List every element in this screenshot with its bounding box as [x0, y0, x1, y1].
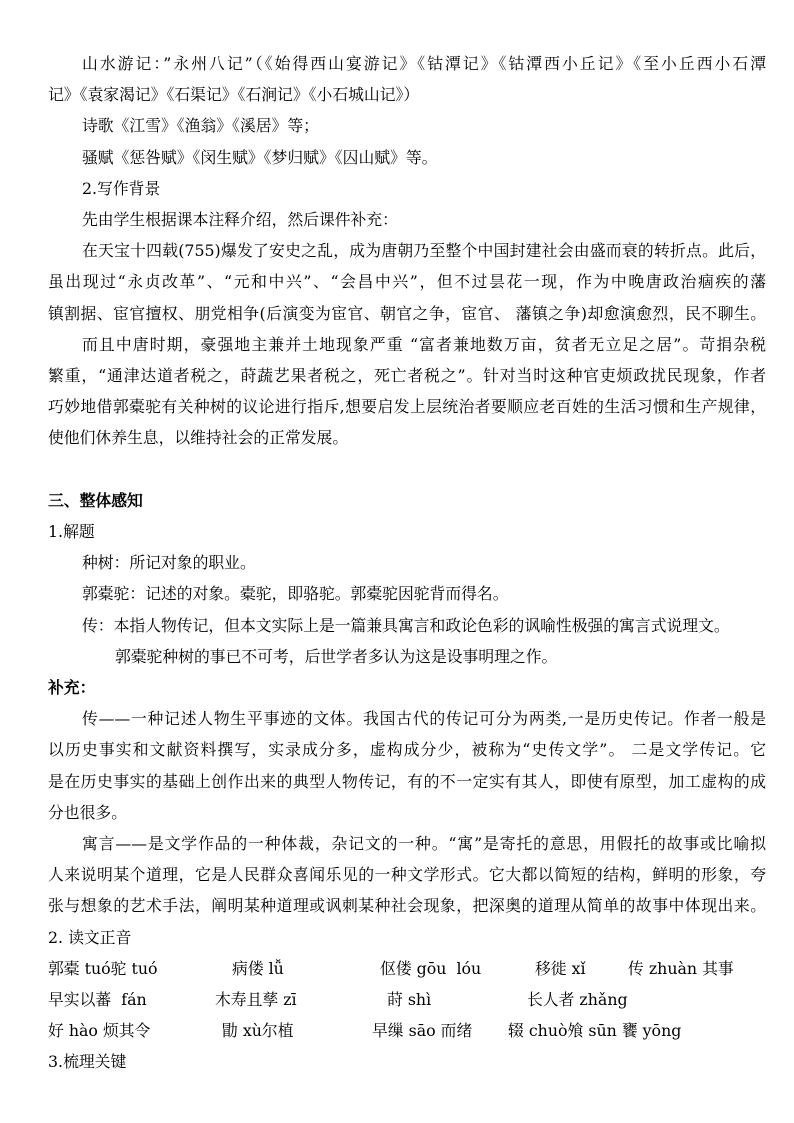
paragraph-line: 在天宝十四载(755)爆发了安史之乱，成为唐朝乃至整个中国封建社会由盛而衰的转折点。此后， [82, 241, 766, 261]
paragraph-line: 以历史事实和文献资料撰写，实录成分多，虚构成分少，被称为“史传文学”。 二是文学传记。它 [48, 740, 766, 760]
title-explain-item: 种树：所记对象的职业。 [82, 553, 256, 573]
paragraph-line: 而且中唐时期，豪强地主兼并土地现象严重 “富者兼地数万亩，贫者无立足之居”。苛捐杂税 [82, 334, 766, 354]
paragraph-line: 巧妙地借郭橐驼有关种树的议论进行指斥,想要启发上层统治者要顺应老百姓的生活习惯和生产规律， [48, 397, 766, 417]
paragraph-line: 张与想象的艺术手法，阐明某种道理或讽刺某种社会现象，把深奥的道理从简单的故事中体现出来。 [48, 896, 766, 916]
paragraph-line: 使他们休养生息，以维持社会的正常发展。 [48, 428, 349, 448]
supplement-heading: 补充： [48, 678, 96, 698]
pronunciation-row [48, 984, 766, 1015]
background-heading: 2.写作背景 [82, 178, 161, 198]
biography-paragraph [48, 703, 766, 828]
pronunciation-item: 辍 chuò飧 sūn 饔 yōng [508, 1021, 682, 1041]
landscape-works-line: 山水游记：”永州八记”（《始得西山宴游记》《钴潭记》《钴潭西小丘记》《至小丘西小石潭 [82, 54, 766, 73]
background-intro: 先由学生根据课本注释介绍，然后课件补充： [82, 210, 398, 230]
pronunciation-item: 莳 shì [387, 990, 432, 1010]
pronunciation-heading: 2. 读文正音 [48, 927, 132, 947]
pronunciation-item: 勖 xù尔植 [222, 1021, 294, 1041]
blank-line [48, 454, 766, 485]
paragraph-line: 人来说明某个道理，它是人民群众喜闻乐见的一种文学形式。它大都以简短的结构，鲜明的形象，夸 [48, 865, 766, 885]
paragraph-line: 镇割据、宦官擅权、朋党相争(后演变为宦官、朝官之争，宦官、 藩镇之争)却愈演愈烈，民不聊生。 [48, 303, 766, 323]
pronunciation-item: 郭橐 tuó驼 tuó [48, 958, 158, 978]
document-content [48, 48, 766, 1078]
pronunciation-item: 早实以蕃 fán [48, 990, 147, 1010]
paragraph-line: 是在历史事实的基础上创作出来的典型人物传记，有的不一定实有其人，即使有原型，加工虚构的成 [48, 771, 766, 791]
next-section-heading: 3.梳理关键 [48, 1052, 127, 1072]
title-explain-item: 郭橐驼：记述的对象。橐驼，即骆驼。郭橐驼因驼背而得名。 [82, 584, 509, 604]
fable-paragraph [48, 828, 766, 922]
paragraph-line: 虽出现过“永贞改革”、“元和中兴”、“会昌中兴”，但不过昙花一现，作为中晚唐政治痼疾的藩 [48, 272, 766, 292]
pronunciation-row [48, 953, 766, 984]
title-explain-item: 传：本指人物传记，但本文实际上是一篇兼具寓言和政论色彩的讽喻性极强的寓言式说理文。 [82, 615, 730, 635]
pronunciation-item: 传 zhuàn 其事 [628, 958, 734, 978]
background-paragraph-1 [48, 235, 766, 329]
title-explain-item: 郭橐驼种树的事已不可考，后世学者多认为这是设事明理之作。 [115, 646, 558, 666]
pronunciation-item: 木寿且孳 zī [215, 990, 297, 1010]
paragraph-line: 分也很多。 [48, 802, 127, 822]
pronunciation-item: 长人者 zhǎng [527, 990, 628, 1010]
background-paragraph-2 [48, 329, 766, 454]
pronunciation-item: 移徙 xǐ [535, 958, 586, 978]
title-explain-heading: 1.解题 [48, 522, 95, 542]
poetry-works-line: 诗歌《江雪》《渔翁》《溪居》等； [82, 116, 319, 136]
landscape-works-line: 记》《袁家渴记》《石渠记》《石涧记》《小石城山记》） [48, 85, 420, 105]
paragraph-line: 传——一种记述人物生平事迹的文体。我国古代的传记可分为两类,一是历史传记。作者一般是 [82, 709, 766, 729]
paragraph-line: 繁重，“通津达道者税之，莳蔬艺果者税之，死亡者税之”。针对当时这种官吏烦政扰民现象，作者 [48, 366, 766, 386]
section-heading-overview: 三、整体感知 [48, 490, 143, 510]
pronunciation-item: 好 hào 烦其令 [48, 1021, 151, 1041]
pronunciation-item: 早缫 sāo 而绪 [372, 1021, 473, 1041]
pronunciation-item: 伛偻 gōu lóu [380, 958, 482, 978]
paragraph-line: 寓言——是文学作品的一种体裁，杂记文的一种。“寓”是寄托的意思，用假托的故事或比喻拟 [82, 834, 766, 854]
pronunciation-row [48, 1015, 766, 1046]
fu-works-line: 骚赋《惩咎赋》《闵生赋》《梦归赋》《囚山赋》等。 [82, 147, 438, 167]
pronunciation-item: 病偻 lǚ [232, 958, 284, 978]
